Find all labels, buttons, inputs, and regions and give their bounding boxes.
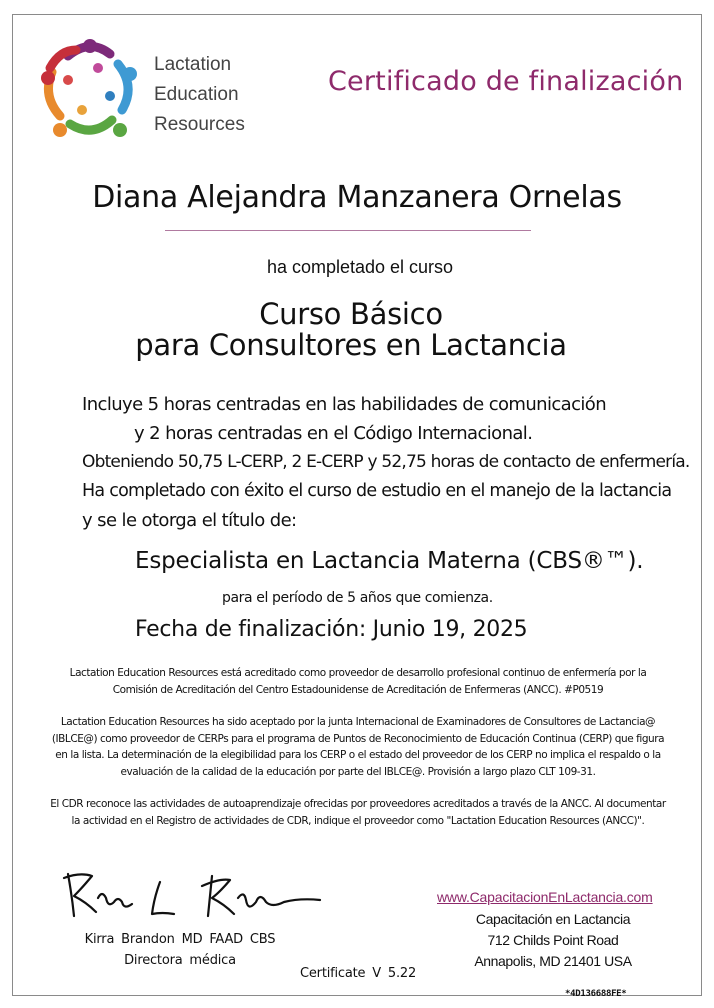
accreditation-cdr-line-1: El CDR reconoce las actividades de autoaprendizaje ofrecidas por proveedores acreditados a través de la ANCC. Al documentar: [50, 798, 666, 810]
accreditation-iblce: [28, 714, 688, 780]
accreditation-iblce-line-4: evaluación de la calidad de la educación por parte del IBLCE@. Provisión a largo plazo CLT 109-31.: [120, 765, 596, 778]
contact-org: Capacitación en Lactancia: [475, 911, 631, 927]
accreditation-cdr-line-2: la actividad en el Registro de actividades de CDR, indique el proveedor como "Lactation Education Resources (ANCC)".: [71, 814, 645, 827]
period-text: para el período de 5 años que comienza.: [222, 590, 493, 606]
logo-text: [154, 50, 245, 140]
certificate-version: Certificate V 5.22: [300, 966, 417, 981]
accreditation-iblce-line-1: Lactation Education Resources ha sido aceptado por la junta Internacional de Examinadores de Consultores de Lactancia@: [60, 716, 656, 728]
body-line-3: Obteniendo 50,75 L-CERP, 2 E-CERP y 52,75 horas de contacto de enfermería.: [82, 452, 690, 472]
signer-role: Directora médica: [124, 953, 236, 968]
contact-street: 712 Childs Point Road: [487, 932, 619, 948]
body-line-1: Incluye 5 horas centradas en las habilidades de comunicación: [82, 394, 607, 415]
signer-name: Kirra Brandon MD FAAD CBS: [84, 932, 276, 947]
logo-line-1: Lactation: [154, 54, 232, 75]
accreditation-ancc-line-1: Lactation Education Resources está acreditado como proveedor de desarrollo profesional continuo de enfermería por la: [69, 667, 647, 679]
body-line-5: y se le otorga el título de:: [82, 510, 297, 531]
course-title-line-1: Curso Básico: [259, 297, 443, 331]
logo-icon: [38, 34, 142, 144]
logo-line-3: Resources: [154, 114, 245, 135]
accreditation-cdr: [28, 796, 688, 829]
course-title: [0, 299, 702, 361]
certificate-border: [12, 14, 702, 996]
logo-line-2: Education: [154, 84, 239, 105]
specialist-title: Especialista en Lactancia Materna (CBS®™).: [135, 548, 644, 574]
contact-address: [440, 909, 666, 972]
course-title-line-2: para Consultores en Lactancia: [135, 328, 567, 362]
completion-date: Fecha de finalización: Junio 19, 2025: [135, 617, 528, 642]
accreditation-ancc: [28, 665, 688, 698]
certificate-id: *4D136688FE*: [565, 989, 627, 999]
completed-text: ha completado el curso: [266, 257, 454, 277]
accreditation-ancc-line-2: Comisión de Acreditación del Centro Estadounidense de Acreditación de Enfermeras (ANCC). #P0519: [112, 683, 604, 696]
signer-block: [30, 929, 330, 971]
website-link[interactable]: www.CapacitacionEnLactancia.com: [437, 889, 653, 905]
recipient-name: Diana Alejandra Manzanera Ornelas: [92, 180, 622, 215]
signature-icon: [62, 868, 324, 924]
body-line-2: y 2 horas centradas en el Código Internacional.: [134, 423, 533, 444]
accreditation-iblce-line-3: en la lista. La determinación de la elegibilidad para los CERP o el estado del proveedor de los CERP no implica el respaldo o la: [55, 749, 661, 761]
accreditation-iblce-line-2: (IBLCE@) como proveedor de CERPs para el programa de Puntos de Reconocimiento de Educación Continua (CERP) que figura: [51, 732, 665, 745]
certificate-title: Certificado de finalización: [328, 66, 684, 97]
name-underline: [165, 230, 531, 231]
body-line-4: Ha completado con éxito el curso de estudio en el manejo de la lactancia: [82, 481, 672, 501]
contact-city: Annapolis, MD 21401 USA: [474, 953, 632, 969]
